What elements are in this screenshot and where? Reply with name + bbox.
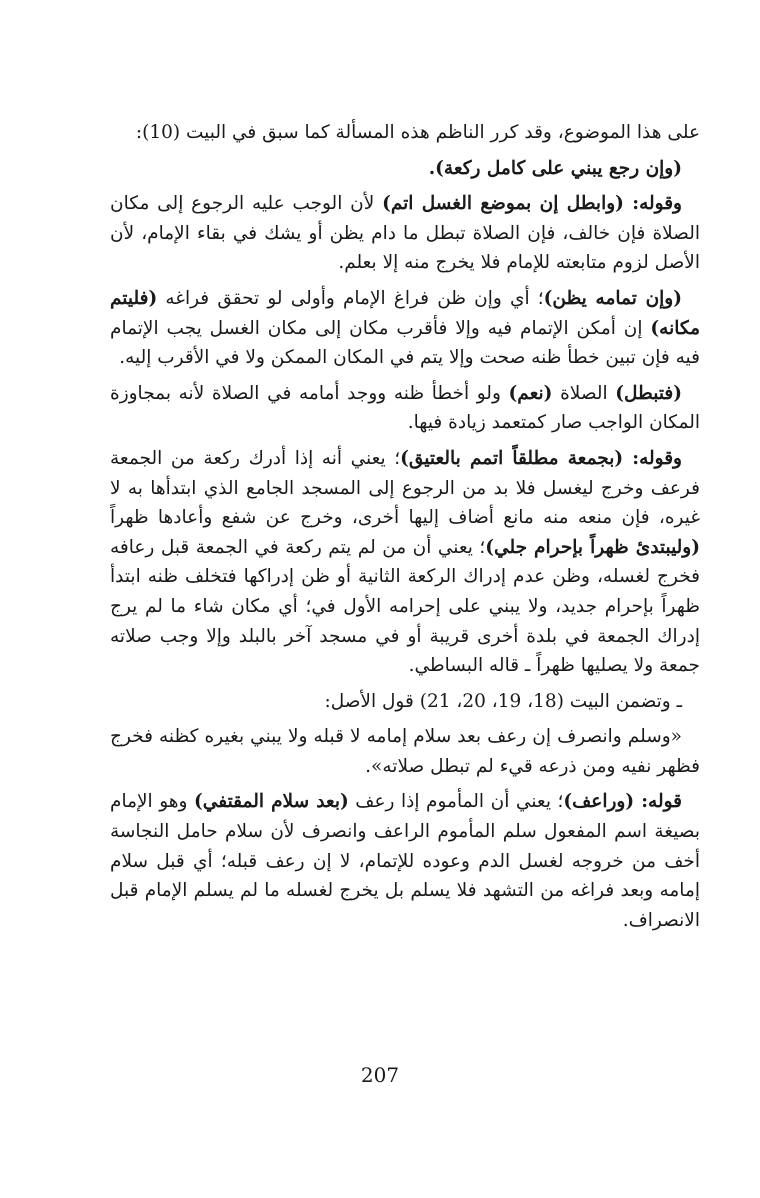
text-segment: ؛ يعني أن من لم يتم ركعة في الجمعة قبل رعافه فخرج لغسله، وظن عدم إدراك الركعة الثانية أو ظن إدراكها فتخلف ظنه ابتدأ ظهراً بإحرام جديد، ولا يبني على إحرامه الأول في؛ أي مكان شاء ما لم يرج إدراك الجمعة في بلدة أخرى قريبة أو في مسجد آخر بالبلد وإلا وجب صلاته جمعة ولا يصليها ظهراً ـ قاله البساطي. (110, 536, 700, 677)
paragraph (110, 154, 700, 184)
bold-text-segment: (فتبطل) (615, 382, 682, 404)
bold-text-segment: (فليتم مكانه) (110, 287, 700, 339)
paragraph (110, 189, 700, 278)
bold-text-segment: (بجمعة مطلقاً اتمم بالعتيق) (400, 447, 624, 469)
text-segment: «وسلم وانصرف إن رعف بعد سلام إمامه لا قبله ولا يبني بغيره كظنه فخرج فظهر نفيه ومن ذرعه قيء لم تبطل صلاته». (110, 726, 700, 777)
text-segment: على هذا الموضوع، وقد كرر الناظم هذه المسألة كما سبق في البيت (10): (135, 122, 700, 143)
paragraph (110, 379, 700, 438)
text-segment: ؛ يعني أنه إذا أدرك ركعة من الجمعة فرعف وخرج ليغسل فلا بد من الرجوع إلى المسجد الجامع الذي ابتدأها به لا غيره، فإن منعه منه مانع أضاف إليها أخرى، وخرج عن شفع وأعادها ظهراً (110, 447, 700, 529)
text-segment: لأن الوجب عليه الرجوع إلى مكان الصلاة فإن خالف، فإن الصلاة تبطل ما دام يظن أو يشك في بقاء الإمام، لأن الأصل لزوم متابعته للإمام فلا يخرج منه إلا بعلم. (110, 193, 700, 274)
page-body (110, 118, 700, 941)
text-segment: الصلاة (552, 382, 616, 404)
bold-text-segment: (وابطل إن بموضع الغسل اتم) (382, 193, 624, 215)
bold-text-segment: (بعد سلام المقتفي) (194, 791, 349, 813)
bold-text-segment: وقوله: (623, 447, 682, 469)
paragraph (110, 444, 700, 681)
paragraph (110, 722, 700, 781)
bold-text-segment: (وراعف) (563, 791, 635, 813)
text-segment: وهو الإمام بصيغة اسم المفعول سلم المأموم الراعف وانصرف لأن سلام حامل النجاسة أخف من خروجه لغسل الدم وعوده للإتمام، لا إن رعف قبله؛ أي قبل سلام إمامه وبعد فراغه من التشهد فلا يسلم بل يخرج لغسله ما لم يسلم الإمام قبل الانصراف. (110, 791, 700, 931)
text-segment: إن أمكن الإتمام فيه وإلا فأقرب مكان إلى مكان الغسل يجب الإتمام فيه فإن تبين خطأ ظنه صحت وإلا يتم في المكان الممكن ولا في الأقرب إليه. (110, 317, 700, 369)
paragraph (110, 118, 700, 148)
bold-text-segment: (وإن تمامه يظن) (543, 287, 682, 309)
paragraph (110, 787, 700, 935)
text-segment: ؛ يعني أن المأموم إذا رعف (348, 791, 564, 813)
text-segment: ـ وتضمن البيت (18، 19، 20، 21) قول الأصل: (324, 690, 682, 712)
bold-text-segment: (وإن رجع يبني على كامل ركعة). (428, 157, 682, 179)
bold-text-segment: قوله: (634, 791, 683, 813)
page-number: 207 (360, 1063, 400, 1087)
paragraph (110, 687, 700, 717)
text-segment: ؛ أي وإن ظن فراغ الإمام وأولى لو تحقق فراغه (157, 287, 544, 309)
bold-text-segment: (نعم) (508, 382, 553, 404)
bold-text-segment: وقوله: (623, 193, 682, 215)
text-segment: ولو أخطأ ظنه ووجد أمامه في الصلاة لأنه بمجاوزة المكان الواجب صار كمتعمد زيادة فيها. (110, 382, 700, 434)
paragraph (110, 284, 700, 373)
bold-text-segment: (وليبتدئ ظهراً بإحرام جلي) (485, 536, 700, 558)
